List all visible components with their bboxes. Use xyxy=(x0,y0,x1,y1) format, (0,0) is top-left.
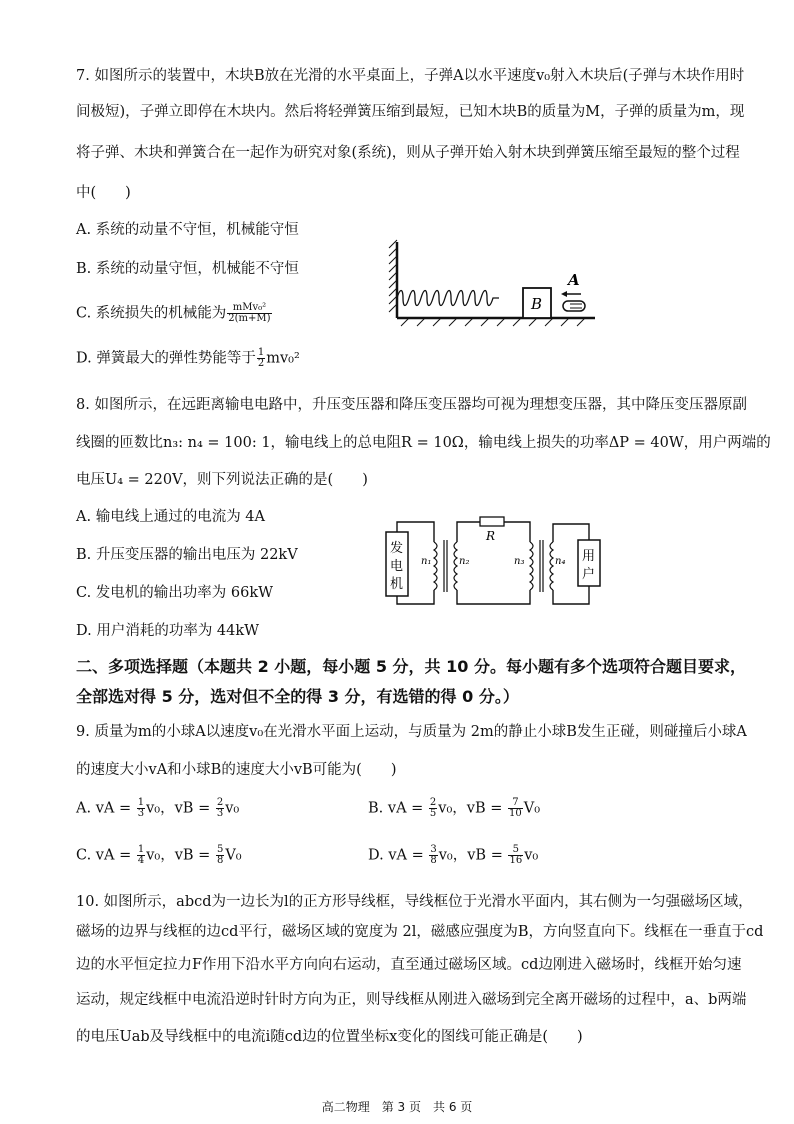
q9-option-a-frac xyxy=(137,798,145,819)
q7-stem-line-3: 将子弹、木块和弹簧合在一起作为研究对象(系统)，则从子弹开始入射木块到弹簧压缩至最短的整个过程 xyxy=(76,145,740,161)
q7-bullet-a xyxy=(563,301,585,311)
q8-label-n3: n₃ xyxy=(514,556,525,567)
q7-option-c-numerator: mMv₀² xyxy=(227,303,271,314)
q7-option-d xyxy=(76,348,300,369)
q10-stem-line-1: 10. 如图所示，abcd为一边长为l的正方形导线框，导线框位于光滑水平面内，其右侧为一匀强磁场区域， xyxy=(76,894,753,910)
q7-spring-block-figure xyxy=(385,238,605,328)
q10-stem-line-2: 磁场的边界与线框的边cd平行，磁场区域的宽度为 2l，磁感应强度为B，方向竖直向下。线框在一垂直于cd xyxy=(76,924,764,940)
q9-frac-den: 8 xyxy=(216,855,224,866)
q7-option-d-denominator: 2 xyxy=(257,358,265,369)
q9-stem-line-2: 的速度大小vA和小球B的速度大小vB可能为( ) xyxy=(76,762,397,778)
q8-generator-char: 电 xyxy=(390,559,404,574)
q8-option-d: D. 用户消耗的功率为 44kW xyxy=(76,623,260,639)
section2-heading-line-1: 二、多项选择题（本题共 2 小题，每小题 5 分，共 10 分。每小题有多个选项符合题目要求， xyxy=(76,657,746,676)
q8-stem-line-1: 8. 如图所示，在远距离输电电路中，升压变压器和降压变压器均可视为理想变压器，其中降压变压器原副 xyxy=(76,397,747,413)
q9-option-a-frac xyxy=(216,798,224,819)
q8-stem-line-2: 线圈的匝数比n₃: n₄ = 100: 1，输电线上的总电阻R = 10Ω，输电线上损失的功率ΔP = 40W，用户两端的 xyxy=(76,435,771,451)
q9-frac-num: 5 xyxy=(216,844,224,855)
q7-stem-line-2: 间极短)，子弹立即停在木块内。然后将轻弹簧压缩到最短，已知木块B的质量为M，子弹的质量为m，现 xyxy=(76,104,745,120)
q9-option-d xyxy=(368,845,538,866)
q7-option-d-suffix: mv₀² xyxy=(266,350,300,367)
q9-option-c-mid: v₀，vB = xyxy=(146,847,215,864)
q7-bullet-a-label: A xyxy=(568,271,580,289)
q9-frac-num: 2 xyxy=(216,797,224,808)
q7-option-d-text: D. 弹簧最大的弹性势能等于 xyxy=(76,350,256,367)
q9-option-a-mid: v₀，vB = xyxy=(146,800,215,817)
q8-transmission-circuit xyxy=(382,512,607,610)
q8-label-n4: n₄ xyxy=(555,556,566,567)
q8-option-b: B. 升压变压器的输出电压为 22kV xyxy=(76,547,298,563)
q8-coil-n4 xyxy=(550,542,553,590)
q9-option-c-frac xyxy=(216,845,224,866)
q7-stem-line-1: 7. 如图所示的装置中，木块B放在光滑的水平桌面上，子弹A以水平速度v₀射入木块后(子弹与木块作用时 xyxy=(76,68,745,84)
q9-frac-num: 5 xyxy=(508,845,523,856)
q7-option-c xyxy=(76,303,273,324)
q8-option-c: C. 发电机的输出功率为 66kW xyxy=(76,585,274,601)
q9-frac-den: 10 xyxy=(509,808,522,819)
q9-option-d-label: D. vA = xyxy=(368,847,429,864)
q8-user-char: 户 xyxy=(582,567,596,582)
q7-option-d-numerator: 1 xyxy=(257,347,265,358)
q9-option-d-end: v₀ xyxy=(524,847,539,864)
q9-frac-den: 4 xyxy=(137,855,145,866)
q9-frac-num: 1 xyxy=(137,844,145,855)
q8-stem-line-3: 电压U₄ = 220V，则下列说法正确的是( ) xyxy=(76,472,368,488)
q9-option-b-mid: v₀，vB = xyxy=(438,800,508,817)
q9-frac-den: 3 xyxy=(137,808,145,819)
q9-option-c xyxy=(76,845,242,866)
q10-stem-line-4: 运动，规定线框中电流沿逆时针时方向为正，则导线框从刚进入磁场到完全离开磁场的过程中，a、b两端 xyxy=(76,992,747,1008)
q7-option-c-text: C. 系统损失的机械能为 xyxy=(76,305,227,322)
q8-user-char: 用 xyxy=(582,549,596,564)
q9-option-c-frac xyxy=(137,845,145,866)
q8-label-n2: n₂ xyxy=(459,556,470,567)
section2-heading-line-2: 全部选对得 5 分，选对但不全的得 3 分，有选错的得 0 分。） xyxy=(76,687,519,706)
q8-label-r: R xyxy=(486,529,496,543)
q9-frac-num: 7 xyxy=(508,798,523,809)
q8-coil-n3 xyxy=(530,542,533,590)
q9-frac-den: 3 xyxy=(216,808,224,819)
q10-stem-line-5: 的电压Uab及导线框中的电流i随cd边的位置坐标x变化的图线可能正确是( ) xyxy=(76,1029,583,1045)
q7-arrow-head-icon xyxy=(561,291,567,297)
q7-option-c-denominator: 2(m+M) xyxy=(228,313,271,324)
q9-option-b xyxy=(368,798,540,819)
q9-stem-line-1: 9. 质量为m的小球A以速度v₀在光滑水平面上运动，与质量为 2m的静止小球B发生正碰，则碰撞后小球A xyxy=(76,724,747,740)
q9-frac-den: 5 xyxy=(429,808,437,819)
q10-stem-line-3: 边的水平恒定拉力F作用下沿水平方向向右运动，直至通过磁场区域。cd边刚进入磁场时，线框开始匀速 xyxy=(76,957,742,973)
q9-option-b-frac xyxy=(429,798,437,819)
q7-option-a: A. 系统的动量不守恒，机械能守恒 xyxy=(76,222,299,238)
q8-coil-n1 xyxy=(434,542,437,590)
q9-option-c-label: C. vA = xyxy=(76,847,136,864)
q7-block-b-label: B xyxy=(531,295,543,313)
q7-stem-line-4: 中( ) xyxy=(76,185,131,201)
q8-generator-char: 机 xyxy=(390,577,404,592)
q9-option-b-end: V₀ xyxy=(523,800,541,817)
q8-resistor-r xyxy=(480,517,504,526)
q9-option-c-end: V₀ xyxy=(225,847,242,864)
q9-frac-num: 2 xyxy=(429,797,437,808)
q9-option-d-frac xyxy=(508,845,523,866)
page-footer: 高二物理 第 3 页 共 6 页 xyxy=(321,1100,473,1114)
q8-coil-n2 xyxy=(454,542,457,590)
q9-option-a-label: A. vA = xyxy=(76,800,136,817)
q9-frac-den: 8 xyxy=(430,855,437,866)
q8-option-a: A. 输电线上通过的电流为 4A xyxy=(76,509,265,525)
q7-option-d-fraction xyxy=(257,348,265,369)
q9-option-b-frac xyxy=(508,798,523,819)
q9-frac-num: 3 xyxy=(430,844,437,855)
q7-option-b: B. 系统的动量守恒，机械能不守恒 xyxy=(76,261,299,277)
q9-option-d-frac xyxy=(429,845,437,866)
q9-option-a xyxy=(76,798,239,819)
q7-spring xyxy=(397,291,499,306)
q9-option-b-label: B. vA = xyxy=(368,800,428,817)
q9-frac-num: 1 xyxy=(137,797,145,808)
q9-option-d-mid: v₀，vB = xyxy=(438,847,508,864)
q7-option-c-fraction xyxy=(227,303,271,324)
q8-generator-char: 发 xyxy=(390,541,404,556)
q9-frac-den: 16 xyxy=(509,855,523,866)
q9-option-a-end: v₀ xyxy=(225,800,240,817)
q8-label-n1: n₁ xyxy=(421,556,432,567)
